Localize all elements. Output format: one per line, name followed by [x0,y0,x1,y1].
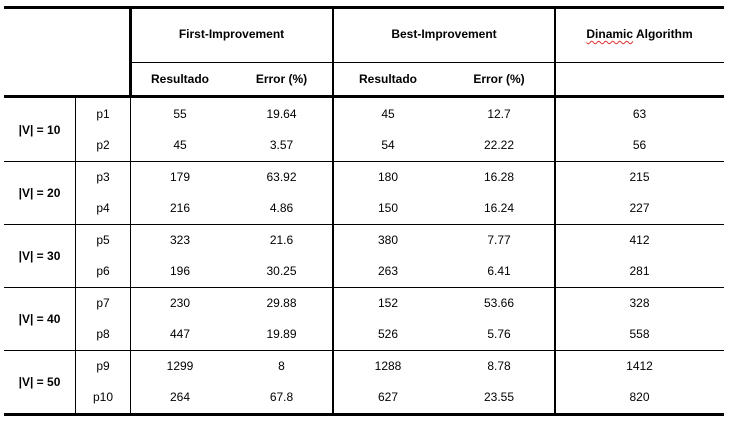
col-header-error-bi: Error (%) [473,72,525,86]
problem-id: p3 [96,169,110,184]
group-divider [4,350,724,351]
bi-error: 12.7 [487,106,511,121]
bi-error: 16.24 [483,201,515,216]
misspelled-word: Dinamic [586,27,634,41]
problem-id: p10 [92,390,114,405]
dinamic-value: 558 [629,327,650,342]
bi-error: 23.55 [483,390,515,405]
dinamic-value: 1412 [626,358,653,373]
fi-resultado: 216 [169,201,191,216]
fi-resultado: 447 [169,327,191,342]
dinamic-value: 63 [632,106,647,121]
dinamic-value: 281 [629,264,650,279]
results-table [4,6,724,416]
problem-id: p9 [96,358,110,373]
fi-error: 19.89 [266,327,297,342]
group-label: |V| = 30 [18,248,61,263]
dinamic-value: 328 [629,295,650,310]
bi-error: 16.28 [483,169,515,184]
fi-resultado: 179 [169,169,191,184]
bi-error: 53.66 [483,295,515,310]
vertical-rule [130,98,131,414]
fi-error: 67.8 [269,390,294,405]
fi-error: 30.25 [266,264,297,279]
fi-error: 8 [278,358,285,373]
dinamic-value: 56 [632,138,647,153]
vertical-rule [75,98,76,414]
bi-error: 8.78 [487,358,511,373]
bi-resultado: 45 [381,106,395,121]
bi-error: 7.77 [487,232,511,247]
bi-resultado: 263 [377,264,399,279]
problem-id: p4 [96,201,110,216]
vertical-rule [554,6,556,416]
fi-resultado: 45 [173,138,187,153]
dinamic-value: 227 [629,201,650,216]
fi-resultado: 55 [173,106,187,121]
bi-resultado: 180 [377,169,399,184]
group-divider [4,287,724,288]
fi-error: 21.6 [269,232,294,247]
problem-id: p8 [96,327,110,342]
group-label: |V| = 50 [18,374,61,389]
fi-resultado: 230 [169,295,191,310]
fi-resultado: 264 [169,390,191,405]
col-header-resultado-bi: Resultado [358,72,417,86]
header-first-improvement: First-Improvement [178,27,285,41]
bi-resultado: 380 [377,232,399,247]
group-divider [4,161,724,162]
problem-id: p7 [96,295,110,310]
fi-resultado: 1299 [166,358,194,373]
bi-resultado: 526 [377,327,399,342]
bi-error: 6.41 [487,264,511,279]
bi-resultado: 54 [381,138,395,153]
vertical-rule [129,6,132,98]
fi-resultado: 196 [169,264,191,279]
fi-error: 4.86 [269,201,294,216]
bi-error: 22.22 [483,138,515,153]
header-best-improvement: Best-Improvement [391,27,497,41]
problem-id: p1 [96,106,110,121]
bi-resultado: 1288 [374,358,402,373]
group-divider [4,224,724,225]
dinamic-value: 820 [629,390,650,405]
fi-error: 3.57 [269,138,294,153]
header-word-algorithm: Algorithm [633,27,693,41]
bottom-rule [4,413,724,416]
dinamic-value: 215 [629,169,650,184]
problem-id: p6 [96,264,110,279]
group-label: |V| = 20 [18,185,61,200]
header-bottom-rule [4,95,724,98]
fi-error: 19.64 [266,106,297,121]
header-divider [130,62,724,63]
problem-id: p5 [96,232,110,247]
fi-error: 29.88 [266,295,297,310]
dinamic-value: 412 [629,232,650,247]
col-header-error-fi: Error (%) [255,72,308,86]
vertical-rule [332,6,334,416]
fi-error: 63.92 [266,169,297,184]
group-label: |V| = 40 [18,311,61,326]
problem-id: p2 [96,138,110,153]
header-dinamic-algorithm [555,6,724,62]
bi-resultado: 627 [377,390,399,405]
col-header-resultado-fi: Resultado [150,72,209,86]
group-label: |V| = 10 [18,122,61,137]
fi-resultado: 323 [169,232,191,247]
bi-resultado: 152 [377,295,399,310]
bi-resultado: 150 [377,201,399,216]
top-rule [4,6,724,9]
bi-error: 5.76 [487,327,511,342]
